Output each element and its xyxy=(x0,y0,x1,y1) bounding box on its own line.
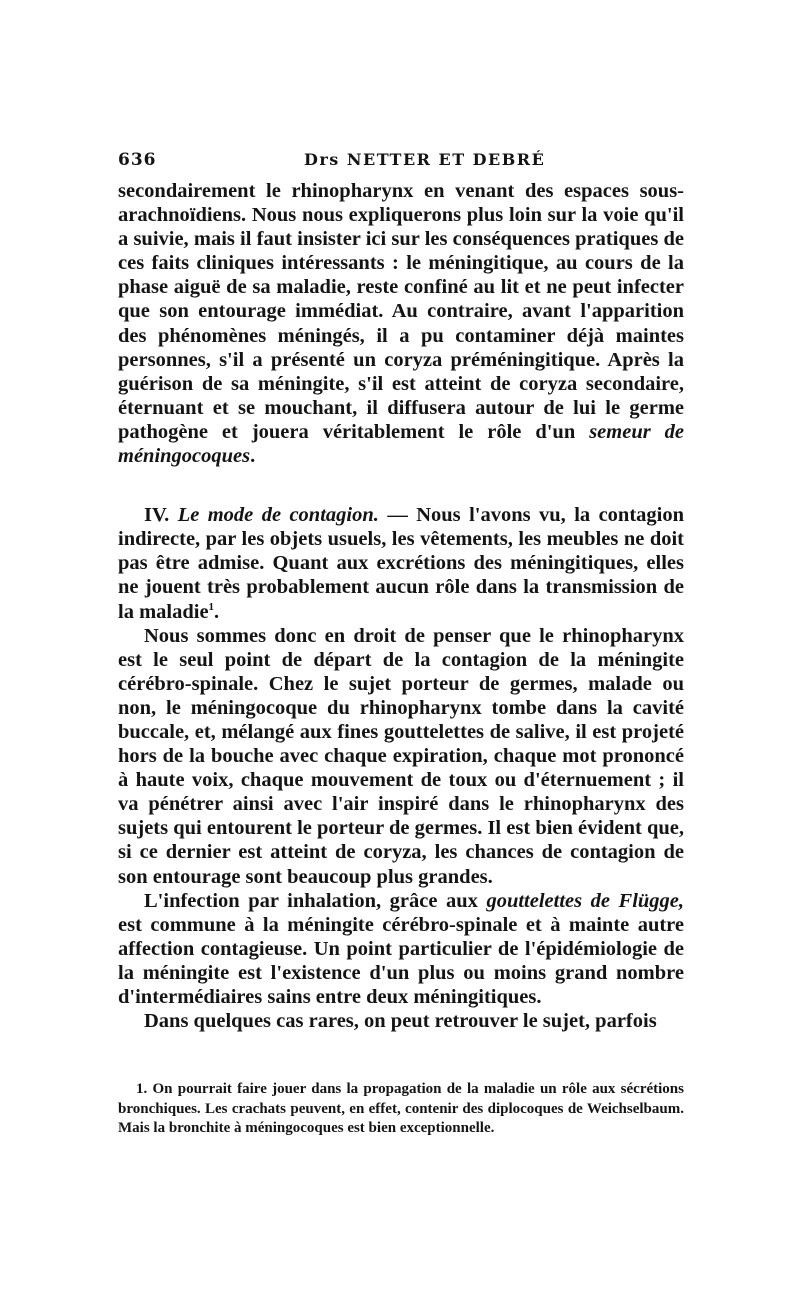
italic-text: semeur de méningocoques xyxy=(118,420,685,468)
paragraph-text: secondairement le rhinopharynx en venant des espaces sous-arachnoïdiens. Nous nous expliquerons plus loin sur la voie qu'il a suivie, mais il faut insister ici sur les conséquences pratiques de ces faits cliniques intéressants : le méningitique, au cours de la phase aiguë de sa maladie, reste confiné au lit et ne peut infecter que son entourage immédiat. Au contraire, avant l'apparition des phénomènes méningés, il a pu contaminer déjà maintes personnes, s'il a présenté un coryza préméningitique. Après la guérison de sa méningite, s'il est atteint de coryza secondaire, éternuant et se mouchant, il diffusera autour de lui le germe pathogène et jouera véritablement le rôle d'un xyxy=(118,180,684,443)
section-number: IV. xyxy=(144,504,170,527)
paragraph xyxy=(118,889,684,1009)
punctuation: . xyxy=(250,445,256,468)
section-paragraph xyxy=(118,503,684,623)
footnote-marker: 1 xyxy=(208,600,215,613)
italic-text: gouttelettes de Flügge, xyxy=(486,889,685,912)
paragraph-text: est commune à la méningite cérébro-spinale et à mainte autre affection contagieuse. Un point particulier de l'épidémiologie de la méningite est l'existence d'un plus ou moins grand nombre d'intermédiaires sains entre deux méningitiques. xyxy=(118,913,684,1008)
paragraph-text: Dans quelques cas rares, on peut retrouver le sujet, parfois xyxy=(144,1010,657,1033)
section-title: Le mode de contagion. xyxy=(177,504,379,527)
footnote-text: 1. On pourrait faire jouer dans la propagation de la maladie un rôle aux sécrétions bronchiques. Les crachats peuvent, en effet, contenir des diplocoques de Weichselbaum. Mais la bronchite à méningocoques est bien exceptionnelle. xyxy=(118,1081,684,1137)
main-text xyxy=(118,179,684,1033)
paragraph-text: — Nous l'avons vu, la contagion indirecte, par les objets usuels, les vêtements, les meubles ne doit pas être admise. Quant aux excrétions des méningitiques, elles ne jouent très probablement aucun rôle dans la transmission de la maladie xyxy=(118,504,685,623)
paragraph xyxy=(118,179,684,468)
footnote xyxy=(118,1080,684,1139)
paragraph-text: Nous sommes donc en droit de penser que le rhinopharynx est le seul point de départ de la contagion de la méningite cérébro-spinale. Chez le sujet porteur de germes, malade ou non, le méningocoque du rhinopharynx tombe dans la cavité buccale, et, mélangé aux fines gouttelettes de salive, il est projeté hors de la bouche avec chaque expiration, chaque mot prononcé à haute voix, chaque mouvement de toux ou d'éternuement ; il va pénétrer ainsi avec l'air inspiré dans le rhinopharynx des sujets qui entourent le porteur de germes. Il est bien évident que, si ce dernier est atteint de coryza, les chances de contagion de son entourage sont beaucoup plus grandes. xyxy=(118,624,684,888)
paragraph xyxy=(118,624,684,889)
running-head: Drs NETTER ET DEBRÉ xyxy=(304,150,546,169)
punctuation: . xyxy=(214,600,220,623)
paragraph xyxy=(118,1009,684,1033)
paragraph-text: L'infection par inhalation, grâce aux xyxy=(144,889,478,912)
page-number: 636 xyxy=(118,150,157,170)
page-header xyxy=(118,150,684,174)
